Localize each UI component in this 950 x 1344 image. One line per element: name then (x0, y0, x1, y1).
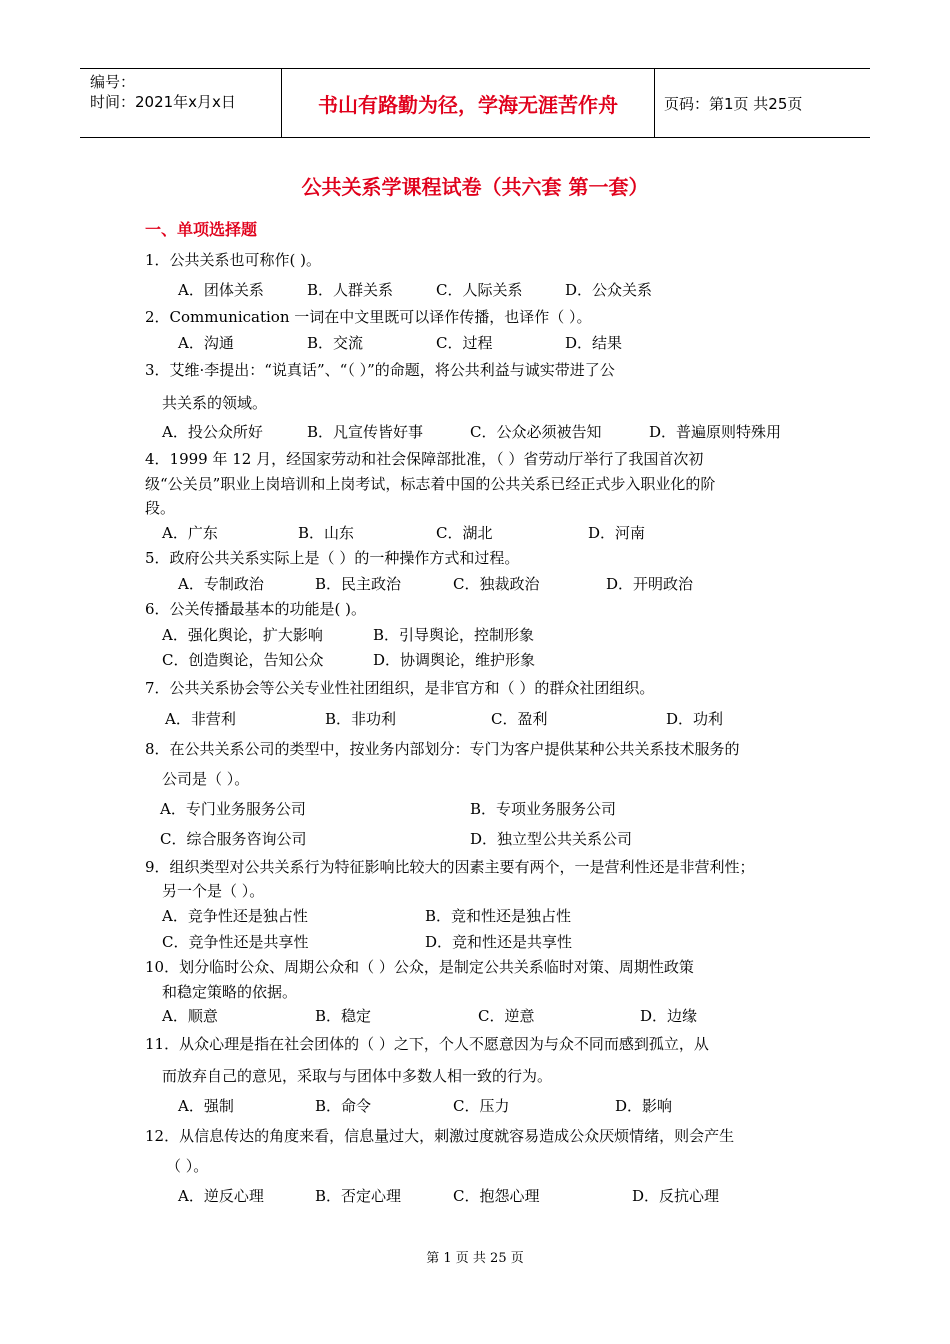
question-text: 10．划分临时公众、周期公众和（ ）公众，是制定公共关系临时对策、周期性政策 (145, 958, 694, 976)
answer-option: A．专门业务服务公司 (160, 800, 306, 818)
answer-option: B．竞和性还是独占性 (425, 907, 572, 925)
answer-option: C．湖北 (436, 524, 493, 542)
question-text: 4．1999 年 12 月，经国家劳动和社会保障部批准，（ ）省劳动厅举行了我国首次初 (145, 450, 704, 468)
answer-option: D．结果 (565, 334, 623, 352)
answer-option: B．民主政治 (315, 575, 402, 593)
question-text: 5．政府公共关系实际上是（ ）的一种操作方式和过程。 (145, 549, 520, 567)
answer-option: D．独立型公共关系公司 (470, 830, 633, 848)
answer-option: B．人群关系 (307, 281, 394, 299)
header-divider (654, 69, 655, 137)
section-title: 一、单项选择题 (145, 220, 258, 239)
answer-option: A．竞争性还是独占性 (162, 907, 308, 925)
answer-option: D．影响 (615, 1097, 673, 1115)
answer-option: D．普遍原则特殊用 (649, 423, 782, 441)
answer-option: C．过程 (436, 334, 493, 352)
question-text: 2．Communication 一词在中文里既可以译作传播，也译作（ ）。 (145, 308, 592, 326)
answer-option: C．独裁政治 (453, 575, 540, 593)
question-text: 共关系的领域。 (162, 394, 268, 412)
question-text: 公司是（ ）。 (162, 770, 250, 788)
answer-option: D．功利 (666, 710, 724, 728)
question-text: 11．从众心理是指在社会团体的（ ）之下，个人不愿意因为与众不同而感到孤立，从 (145, 1035, 709, 1053)
answer-option: B．非功利 (325, 710, 397, 728)
header-motto: 书山有路勤为径，学海无涯苦作舟 (318, 92, 618, 117)
question-text: 和稳定策略的依据。 (162, 983, 298, 1001)
question-text: 而放弃自己的意见，采取与与团体中多数人相一致的行为。 (162, 1067, 553, 1085)
answer-option: B．交流 (307, 334, 364, 352)
answer-option: C．人际关系 (436, 281, 523, 299)
answer-option: C．压力 (453, 1097, 510, 1115)
question-text: 3．艾维·李提出：“说真话”、“（ ）”的命题，将公共利益与诚实带进了公 (145, 361, 615, 379)
question-text: 8．在公共关系公司的类型中，按业务内部划分：专门为客户提供某种公共关系技术服务的 (145, 740, 740, 758)
answer-option: D．竞和性还是共享性 (425, 933, 573, 951)
answer-option: D．开明政治 (606, 575, 694, 593)
answer-option: C．公众必须被告知 (470, 423, 602, 441)
answer-option: D．反抗心理 (632, 1187, 720, 1205)
answer-option: A．专制政治 (178, 575, 264, 593)
header-table (80, 68, 870, 138)
question-text: （ ）。 (166, 1157, 209, 1175)
answer-option: A．顺意 (162, 1007, 218, 1025)
answer-option: B．否定心理 (315, 1187, 402, 1205)
answer-option: C．综合服务咨询公司 (160, 830, 307, 848)
answer-option: C．竞争性还是共享性 (162, 933, 309, 951)
answer-option: B．专项业务服务公司 (470, 800, 617, 818)
answer-option: C．盈利 (491, 710, 548, 728)
question-text: 7．公共关系协会等公关专业性社团组织，是非官方和（ ）的群众社团组织。 (145, 679, 655, 697)
answer-option: C．创造舆论，告知公众 (162, 651, 324, 669)
question-text: 6．公关传播最基本的功能是( )。 (145, 600, 367, 618)
number-label: 编号： (90, 73, 136, 91)
answer-option: B．凡宣传皆好事 (307, 423, 424, 441)
answer-option: A．非营利 (165, 710, 236, 728)
answer-option: D．协调舆论，维护形象 (373, 651, 536, 669)
question-text: 级“公关员”职业上岗培训和上岗考试，标志着中国的公共关系已经正式步入职业化的阶 (145, 475, 716, 493)
answer-option: B．引导舆论，控制形象 (373, 626, 535, 644)
question-text: 9．组织类型对公共关系行为特征影响比较大的因素主要有两个，一是营利性还是非营利性； (145, 858, 755, 876)
answer-option: B．命令 (315, 1097, 372, 1115)
answer-option: A．投公众所好 (162, 423, 263, 441)
answer-option: B．稳定 (315, 1007, 372, 1025)
time-label: 时间：2021年x月x日 (90, 93, 236, 111)
answer-option: D．边缘 (640, 1007, 698, 1025)
answer-option: A．强化舆论，扩大影响 (162, 626, 323, 644)
answer-option: C．抱怨心理 (453, 1187, 540, 1205)
question-text: 12．从信息传达的角度来看，信息量过大，刺激过度就容易造成公众厌烦情绪，则会产生 (145, 1127, 735, 1145)
answer-option: A．团体关系 (178, 281, 264, 299)
answer-option: C．逆意 (478, 1007, 535, 1025)
answer-option: A．广东 (162, 524, 218, 542)
answer-option: A．沟通 (178, 334, 234, 352)
answer-option: D．河南 (588, 524, 646, 542)
header-page-info: 页码：第1页 共25页 (664, 94, 803, 113)
header-meta (90, 72, 236, 112)
exam-title: 公共关系学课程试卷（共六套 第一套） (301, 175, 649, 199)
question-text: 另一个是（ ）。 (162, 882, 265, 900)
answer-option: A．逆反心理 (178, 1187, 264, 1205)
page-footer: 第 1 页 共 25 页 (426, 1251, 524, 1266)
answer-option: A．强制 (178, 1097, 234, 1115)
answer-option: B．山东 (298, 524, 355, 542)
answer-option: D．公众关系 (565, 281, 653, 299)
question-text: 段。 (145, 499, 176, 517)
question-text: 1．公共关系也可称作( )。 (145, 251, 322, 269)
